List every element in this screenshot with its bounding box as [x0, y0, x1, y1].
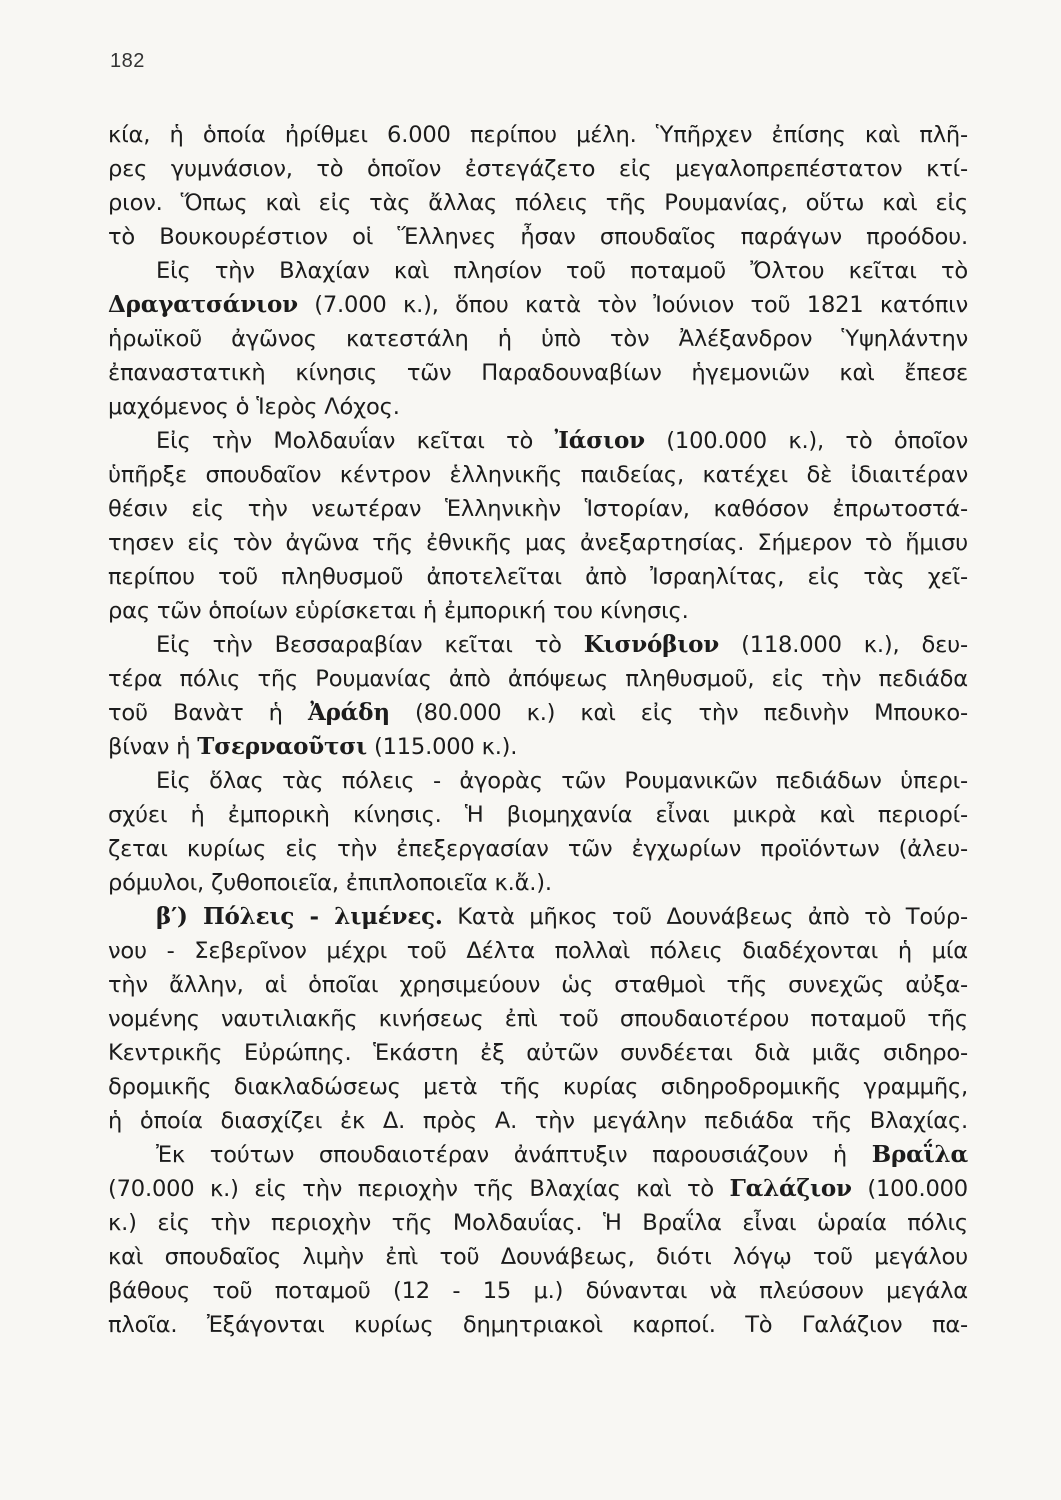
- text-line: ρόμυλοι, ζυθοποιεῖα, ἐπιπλοποιεῖα κ.ἄ.).: [108, 870, 552, 896]
- text-line: (70.000 κ.) εἰς τὴν περιοχὴν τῆς Βλαχίας καὶ τὸ Γαλάζιον (100.000: [108, 1175, 968, 1202]
- text-line: β′) Πόλεις - λιμένες. Κατὰ μῆκος τοῦ Δουνάβεως ἀπὸ τὸ Τούρ-: [156, 903, 968, 930]
- text-line: Εἰς τὴν Βεσσαραβίαν κεῖται τὸ Κισνόβιον (118.000 κ.), δευ-: [156, 631, 968, 658]
- text-line: θέσιν εἰς τὴν νεωτέραν Ἑλληνικὴν Ἱστορίαν, καθόσον ἐπρωτοστά-: [108, 496, 968, 522]
- text-line: νομένης ναυτιλιακῆς κινήσεως ἐπὶ τοῦ σπουδαιοτέρου ποταμοῦ τῆς: [108, 1006, 968, 1032]
- place-name-bold: Ἰάσιον: [554, 427, 645, 454]
- text-line: ριον. Ὅπως καὶ εἰς τὰς ἄλλας πόλεις τῆς Ρουμανίας, οὕτω καὶ εἰς: [108, 190, 968, 216]
- text-line: Εἰς τὴν Βλαχίαν καὶ πλησίον τοῦ ποταμοῦ Ὄλτου κεῖται τὸ: [156, 258, 968, 284]
- place-name-bold: Κισνόβιον: [583, 631, 720, 658]
- text-line: ὑπῆρξε σπουδαῖον κέντρον ἑλληνικῆς παιδείας, κατέχει δὲ ἰδιαιτέραν: [108, 462, 968, 488]
- text-line: πλοῖα. Ἐξάγονται κυρίως δημητριακοὶ καρποί. Τὸ Γαλάζιον πα-: [108, 1312, 968, 1338]
- text-line: ρες γυμνάσιον, τὸ ὁποῖον ἐστεγάζετο εἰς μεγαλοπρεπέστατον κτί-: [108, 156, 968, 182]
- text-line: Δραγατσάνιον (7.000 κ.), ὅπου κατὰ τὸν Ἰούνιον τοῦ 1821 κατόπιν: [108, 291, 968, 318]
- text-line: δρομικῆς διακλαδώσεως μετὰ τῆς κυρίας σιδηροδρομικῆς γραμμῆς,: [108, 1074, 968, 1100]
- text-line: ἡ ὁποία διασχίζει ἐκ Δ. πρὸς Α. τὴν μεγάλην πεδιάδα τῆς Βλαχίας.: [108, 1108, 968, 1134]
- text-line: Εἰς τὴν Μολδαυΐαν κεῖται τὸ Ἰάσιον (100.000 κ.), τὸ ὁποῖον: [156, 427, 968, 454]
- text-line: ρας τῶν ὁποίων εὑρίσκεται ἡ ἐμπορική του κίνησις.: [108, 598, 689, 624]
- text-line: τοῦ Βανὰτ ἡ Ἀράδη (80.000 κ.) καὶ εἰς τὴν πεδινὴν Μπουκο-: [108, 699, 968, 726]
- text-line: Εἰς ὅλας τὰς πόλεις - ἀγορὰς τῶν Ρουμανικῶν πεδιάδων ὑπερι-: [156, 768, 968, 794]
- text-line: ἡρωϊκοῦ ἀγῶνος κατεστάλη ἡ ὑπὸ τὸν Ἀλέξανδρον Ὑψηλάντην: [108, 326, 968, 352]
- text-line: περίπου τοῦ πληθυσμοῦ ἀποτελεῖται ἀπὸ Ἰσραηλίτας, εἰς τὰς χεῖ-: [108, 564, 968, 590]
- text-line: τησεν εἰς τὸν ἀγῶνα τῆς ἐθνικῆς μας ἀνεξαρτησίας. Σήμερον τὸ ἥμισυ: [108, 530, 968, 556]
- text-line: καὶ σπουδαῖος λιμὴν ἐπὶ τοῦ Δουνάβεως, διότι λόγῳ τοῦ μεγάλου: [108, 1244, 968, 1270]
- text-line: βάθους τοῦ ποταμοῦ (12 - 15 μ.) δύνανται νὰ πλεύσουν μεγάλα: [108, 1278, 968, 1304]
- place-name-bold: Βραΐλα: [871, 1141, 968, 1168]
- text-line: μαχόμενος ὁ Ἱερὸς Λόχος.: [108, 394, 400, 420]
- place-name-bold: Τσερναοῦτσι: [197, 733, 367, 760]
- place-name-bold: Δραγατσάνιον: [108, 291, 298, 318]
- text-line: βίναν ἡ Τσερναοῦτσι (115.000 κ.).: [108, 733, 518, 760]
- text-line: νου - Σεβερῖνον μέχρι τοῦ Δέλτα πολλαὶ πόλεις διαδέχονται ἡ μία: [108, 938, 968, 964]
- text-line: σχύει ἡ ἐμπορικὴ κίνησις. Ἡ βιομηχανία εἶναι μικρὰ καὶ περιορί-: [108, 802, 968, 828]
- place-name-bold: Γαλάζιον: [729, 1175, 852, 1202]
- text-line: ζεται κυρίως εἰς τὴν ἐπεξεργασίαν τῶν ἐγχωρίων προϊόντων (ἀλευ-: [108, 836, 968, 862]
- text-line: κία, ἡ ὁποία ἠρίθμει 6.000 περίπου μέλη. Ὑπῆρχεν ἐπίσης καὶ πλῆ-: [108, 122, 968, 148]
- section-heading: β′) Πόλεις - λιμένες.: [156, 903, 443, 930]
- text-line: τὴν ἄλλην, αἱ ὁποῖαι χρησιμεύουν ὡς σταθμοὶ τῆς συνεχῶς αὐξα-: [108, 972, 968, 998]
- text-line: ἐπαναστατικὴ κίνησις τῶν Παραδουναβίων ἡγεμονιῶν καὶ ἔπεσε: [108, 360, 968, 386]
- text-line: κ.) εἰς τὴν περιοχὴν τῆς Μολδαυΐας. Ἡ Βραΐλα εἶναι ὡραία πόλις: [108, 1210, 968, 1236]
- text-line: τέρα πόλις τῆς Ρουμανίας ἀπὸ ἀπόψεως πληθυσμοῦ, εἰς τὴν πεδιάδα: [108, 666, 968, 692]
- text-line: Ἐκ τούτων σπουδαιοτέραν ἀνάπτυξιν παρουσιάζουν ἡ Βραΐλα: [156, 1141, 968, 1168]
- place-name-bold: Ἀράδη: [307, 699, 390, 726]
- text-line: Κεντρικῆς Εὐρώπης. Ἑκάστη ἐξ αὐτῶν συνδέεται διὰ μιᾶς σιδηρο-: [108, 1040, 968, 1066]
- page-number: 182: [110, 50, 145, 72]
- text-line: τὸ Βουκουρέστιον οἱ Ἕλληνες ἦσαν σπουδαῖος παράγων προόδου.: [108, 224, 968, 250]
